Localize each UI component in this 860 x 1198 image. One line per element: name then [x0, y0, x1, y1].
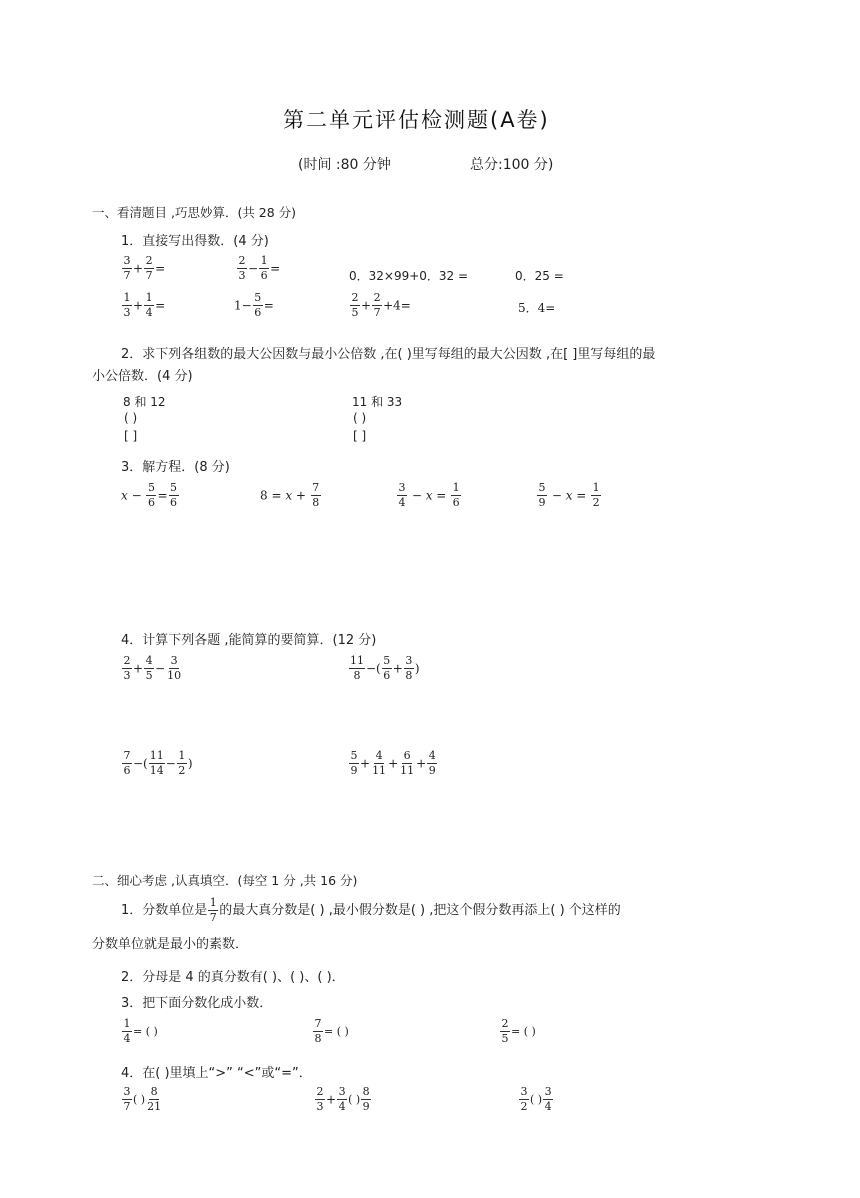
gcd-blank-11-33: ( )	[353, 411, 367, 425]
compare-2: $\frac{2}{3}$ + $\frac{3}{4}$ ( ) $\frac{8}{9}$	[316, 1085, 370, 1113]
calc-3: $\frac{7}{6}$ −( $\frac{11}{14}$ − $\frac{1}{2}$ )	[123, 749, 193, 777]
convert-blank[interactable]: = ( )	[324, 1025, 349, 1038]
expr-decimal-025: 0．25 =	[515, 269, 564, 283]
compare-blank[interactable]: ( )	[133, 1093, 146, 1106]
q2-1-post: 的最大真分数是( ) ,最小假分数是( ) ,把这个假分数再添上( ) 个这样的	[219, 903, 621, 918]
equation-2: 8 = x + $\frac{7}{8}$	[260, 481, 320, 509]
convert-1-4: $\frac{1}{4}$ = ( )	[123, 1017, 158, 1045]
q1-1-label: 1．直接写出得数．(4 分)	[121, 234, 269, 249]
calc-1: $\frac{2}{3}$ + $\frac{4}{5}$ − $\frac{3}{10}$	[123, 654, 182, 682]
page-title: 第二单元评估检测题(A卷)	[283, 108, 550, 132]
compare-blank[interactable]: ( )	[348, 1093, 361, 1106]
total-score: 总分:100 分)	[470, 157, 554, 173]
q1-3-label: 3．解方程．(8 分)	[121, 460, 230, 475]
expr-2-5-plus-2-7-plus-4: $\frac{2}{5}$ + $\frac{2}{7}$ +4=	[351, 291, 411, 319]
convert-2-5: $\frac{2}{5}$ = ( )	[501, 1017, 536, 1045]
gcd-blank-8-12: ( )	[124, 411, 138, 425]
expr-2-3-minus-1-6: $\frac{2}{3}$ − $\frac{1}{6}$ =	[238, 254, 281, 282]
calc-4: $\frac{5}{9}$ + $\frac{4}{11}$ + $\frac{6}{11}$ + $\frac{4}{9}$	[350, 749, 436, 777]
q2-3-label: 3．把下面分数化成小数．	[121, 996, 273, 1011]
pair-8-12: 8 和 12	[123, 395, 166, 409]
equation-3: $\frac{3}{4}$ − x = $\frac{1}{6}$	[398, 481, 460, 509]
q2-1-pre: 1．分数单位是	[121, 903, 208, 918]
section-1-heading: 一、看清题目 ,巧思妙算．(共 28 分)	[92, 205, 297, 220]
expr-1-minus-5-6: 1− $\frac{5}{6}$ =	[234, 291, 274, 319]
q2-1-line1: 1．分数单位是 $\frac{1}{7}$ 的最大真分数是( ) ,最小假分数是( ) ,把这个假分数再添上( ) 个这样的	[121, 896, 621, 924]
expr-decimal-product: 0．32×99+0．32 =	[349, 269, 469, 283]
time-limit: (时间 :80 分钟	[298, 157, 391, 173]
section-2-heading: 二、细心考虑 ,认真填空．(每空 1 分 ,共 16 分)	[92, 873, 358, 888]
expr-3-7-plus-2-7: $\frac{3}{7}$ + $\frac{2}{7}$ =	[123, 254, 166, 282]
q1-2-label-line1: 2．求下列各组数的最大公因数与最小公倍数 ,在( )里写每组的最大公因数 ,在[ ]里写每组的最	[121, 347, 656, 362]
q1-2-label-line2: 小公倍数．(4 分)	[92, 369, 193, 384]
convert-7-8: $\frac{7}{8}$ = ( )	[314, 1017, 349, 1045]
q2-4-label: 4．在( )里填上“>” “<”或“=”．	[121, 1066, 312, 1081]
expr-1-3-plus-1-4: $\frac{1}{3}$ + $\frac{1}{4}$ =	[123, 291, 166, 319]
lcm-blank-8-12: [ ]	[124, 429, 138, 443]
lcm-blank-11-33: [ ]	[353, 429, 367, 443]
expr-decimal-54: 5．4=	[518, 301, 556, 315]
q1-4-label: 4．计算下列各题 ,能简算的要简算．(12 分)	[121, 633, 377, 648]
equation-1: x − $\frac{5}{6}$ = $\frac{5}{6}$	[121, 481, 178, 509]
q2-2-label: 2．分母是 4 的真分数有( )、( )、( )．	[121, 970, 345, 985]
pair-11-33: 11 和 33	[352, 395, 403, 409]
convert-blank[interactable]: = ( )	[133, 1025, 158, 1038]
compare-1: $\frac{3}{7}$ ( ) $\frac{8}{21}$	[123, 1085, 162, 1113]
compare-blank[interactable]: ( )	[530, 1093, 543, 1106]
q2-1-line2: 分数单位就是最小的素数．	[92, 937, 249, 952]
calc-2: $\frac{11}{8}$ −( $\frac{5}{6}$ + $\frac{3}{8}$ )	[350, 654, 420, 682]
compare-3: $\frac{3}{2}$ ( ) $\frac{3}{4}$	[520, 1085, 552, 1113]
convert-blank[interactable]: = ( )	[511, 1025, 536, 1038]
equation-4: $\frac{5}{9}$ − x = $\frac{1}{2}$	[538, 481, 600, 509]
